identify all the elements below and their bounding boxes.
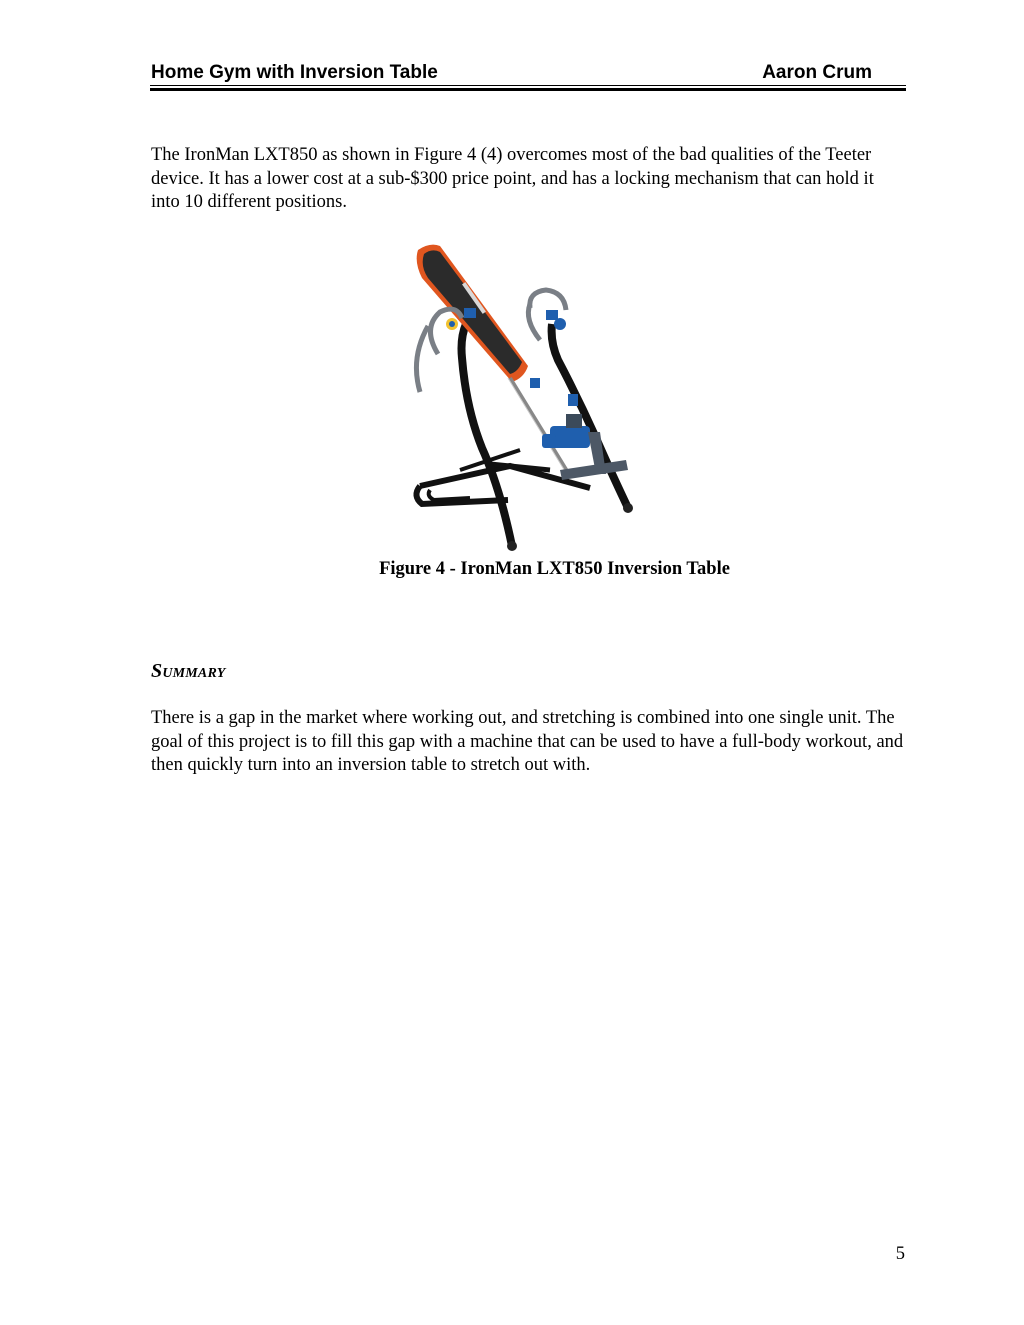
summary-heading: Summary [151, 660, 226, 682]
header-rule-thin [150, 85, 906, 86]
header-title: Home Gym with Inversion Table [151, 62, 438, 83]
page-number: 5 [895, 1244, 905, 1264]
figure-caption [151, 558, 906, 581]
header-rule-thick [150, 88, 906, 91]
inversion-table-image [400, 238, 650, 556]
summary-paragraph: There is a gap in the market where working out, and stretching is combined into one single unit. The goal of this project is to fill this gap with a machine that can be used to have a full-body workout, and then quickly turn into an inversion table to stretch out with. [151, 708, 904, 775]
header-author: Aaron Crum [762, 62, 872, 83]
figure-caption-text: Figure 4 - IronMan LXT850 Inversion Table [379, 559, 730, 579]
page-header [150, 60, 906, 94]
intro-paragraph: The IronMan LXT850 as shown in Figure 4 (4) overcomes most of the bad qualities of the Teeter device. It has a lower cost at a sub-$300 price point, and has a locking mechanism that can hold it into 10 different positions. [151, 145, 874, 212]
